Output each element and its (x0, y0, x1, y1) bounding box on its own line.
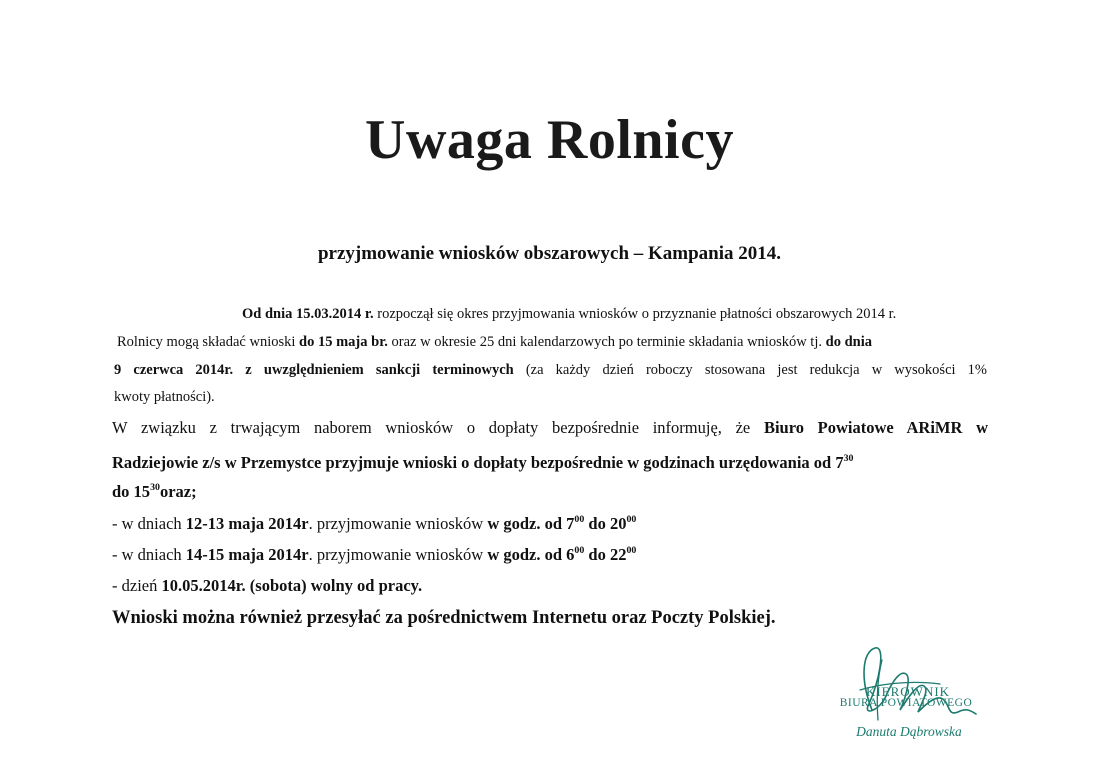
info-line-3-text-b: oraz; (159, 482, 197, 501)
intro-start-date: Od dnia 15.03.2014 r. (242, 306, 374, 322)
schedule-text: . przyjmowanie wniosków (308, 545, 488, 564)
page-subtitle: przyjmowanie wniosków obszarowych – Kampania 2014. (317, 243, 782, 264)
intro-line-1-text: rozpoczął się okres przyjmowania wniosków o przyznanie płatności obszarowych 2014 r. (373, 306, 897, 322)
info-line-3-text: do 15 (112, 482, 151, 501)
info-line-1-text: W związku z trwającym naborem wniosków o dopłaty bezpośrednie informuję, że (112, 418, 764, 437)
schedule-text: . przyjmowanie wniosków (308, 514, 488, 533)
intro-deadline: do 15 maja br. (299, 334, 388, 350)
intro-line-3-text: (za każdy dzień roboczy stosowana jest redukcja w wysokości 1% (513, 362, 988, 378)
stamp-title: KIEROWNIK (865, 684, 951, 699)
info-line-3 (112, 482, 197, 502)
schedule-prefix: - w dniach (112, 514, 186, 533)
intro-final-label: do dnia (825, 334, 872, 350)
closed-day-prefix: - dzień (112, 576, 162, 595)
info-line-2 (112, 453, 853, 473)
intro-line-4: kwoty płatności). (114, 389, 215, 405)
closed-day-text: 10.05.2014r. (sobota) wolny od pracy. (161, 576, 423, 595)
intro-line-2 (117, 334, 872, 351)
stamp-signatory: Danuta Dąbrowska (856, 724, 962, 739)
schedule-prefix: - w dniach (112, 545, 186, 564)
schedule-hours-from-sup: 00 (574, 514, 585, 526)
closed-day (112, 576, 422, 596)
schedule-hours-from: w godz. od 6 (487, 545, 575, 564)
intro-final-date: 9 czerwca 2014r. z uwzględnieniem sankcji terminowych (114, 362, 514, 378)
page-title: Uwaga Rolnicy (365, 109, 734, 171)
intro-line-2-text: Rolnicy mogą składać wnioski (117, 334, 300, 350)
intro-line-3 (114, 362, 987, 379)
info-line-1 (112, 418, 988, 438)
schedule-item (112, 545, 636, 565)
schedule-dates: 14-15 maja 2014r (185, 545, 309, 564)
stamp-office: BIURA POWIATOWEGO (839, 697, 973, 709)
schedule-hours-to-sup: 00 (626, 514, 637, 526)
schedule-hours-to: do 20 (584, 514, 627, 533)
info-line-3-sup: 30 (150, 482, 160, 494)
schedule-hours-to-sup: 00 (626, 545, 637, 557)
intro-line-1 (242, 306, 896, 323)
schedule-hours-from-sup: 00 (574, 545, 585, 557)
info-line-2-text: Radziejowie z/s w Przemystce przyjmuje wnioski o dopłaty bezpośrednie w godzinach urzędowania od 7 (112, 453, 844, 472)
schedule-hours-to: do 22 (584, 545, 627, 564)
schedule-hours-from: w godz. od 7 (487, 514, 575, 533)
closing-note: Wnioski można również przesyłać za pośrednictwem Internetu oraz Poczty Polskiej. (112, 608, 776, 628)
intro-line-2-text-b: oraz w okresie 25 dni kalendarzowych po terminie składania wniosków tj. (387, 334, 826, 350)
info-line-2-sup: 30 (843, 453, 854, 465)
schedule-item (112, 514, 636, 534)
official-stamp (820, 640, 990, 750)
schedule-dates: 12-13 maja 2014r (185, 514, 309, 533)
office-name: Biuro Powiatowe ARiMR w (763, 418, 989, 437)
